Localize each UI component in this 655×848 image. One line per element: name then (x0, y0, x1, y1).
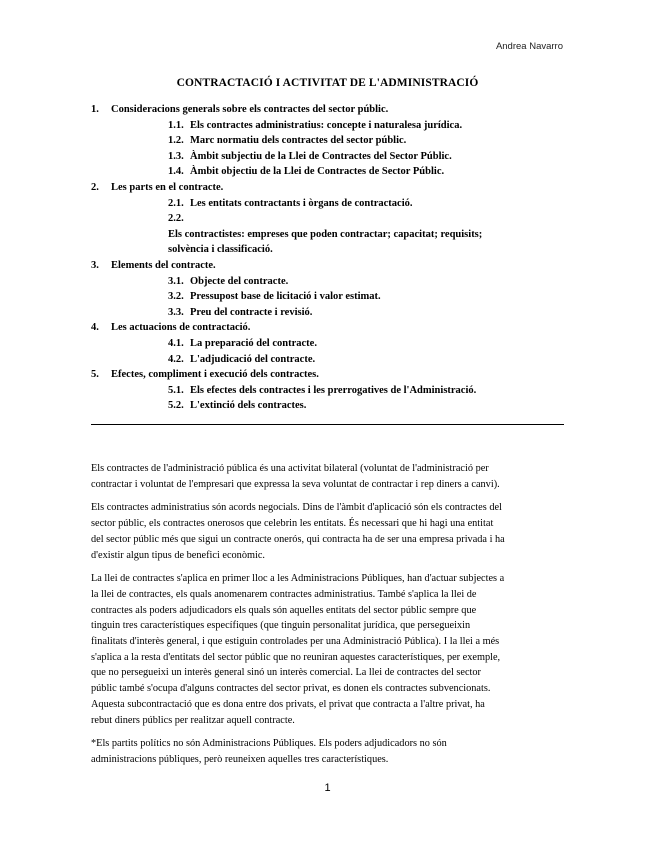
text-line: contractar i voluntat de l'empresari que expressa la seva voluntat de contractar i rep diners a canvi). (91, 478, 500, 490)
toc-text: Àmbit subjectiu de la Llei de Contractes del Sector Públic. (190, 150, 452, 162)
toc-text: Consideracions generals sobre els contractes del sector públic. (111, 104, 389, 115)
text-line: s'aplica a la resta d'entitats del sector públic que no reuniran aquestes característiques, per exemple, (91, 651, 501, 663)
toc-text: L'extinció dels contractes. (190, 400, 307, 412)
toc-text: L'adjudicació del contracte. (190, 353, 316, 365)
text-line: públic també s'ocupa d'alguns contractes del sector privat, es donen els contractes subvencionats. (91, 683, 491, 695)
text-line: Aquesta subcontractació que es dona entre dos privats, el privat que contracta a l'altre privat, ha (91, 698, 485, 710)
toc-text: Preu del contracte i revisió. (190, 306, 313, 318)
toc-number: 5.1. (168, 384, 184, 396)
text-line: contractes als poders adjudicadors els quals són aquelles entitats del sector públic sempre que (91, 604, 477, 616)
toc-number: 5. (91, 369, 99, 381)
toc-item-5 (91, 367, 571, 383)
toc-text: Objecte del contracte. (190, 275, 289, 287)
toc-text: Efectes, compliment i execució dels contractes. (111, 369, 319, 381)
toc-number: 5.2. (168, 400, 184, 412)
toc-item-2-1 (91, 196, 571, 212)
toc-number: 3.2. (168, 291, 184, 303)
text-line: administracions públiques, però reuneixen aquelles tres característiques. (91, 753, 389, 765)
body-text (91, 461, 567, 776)
document-title: CONTRACTACIÓ I ACTIVITAT DE L'ADMINISTRACIÓ (176, 77, 479, 89)
section-divider (91, 424, 564, 425)
toc-text: Elements del contracte. (111, 259, 216, 271)
toc-item-2 (91, 180, 571, 196)
toc-text: Les entitats contractants i òrgans de contractació. (190, 197, 413, 209)
toc-number: 1. (91, 104, 99, 115)
toc-item-1-1 (91, 118, 571, 134)
toc-text: Les actuacions de contractació. (111, 322, 251, 334)
toc-item-5-2 (91, 398, 571, 414)
toc-item-1-3 (91, 149, 571, 165)
paragraph-4-note (91, 736, 567, 767)
toc-item-2-2 (91, 211, 571, 258)
toc-number: 2.2. (168, 213, 184, 225)
toc-item-4 (91, 320, 571, 336)
toc-number: 4.1. (168, 337, 184, 349)
text-line: Els contractes administratius són acords negocials. Dins de l'àmbit d'aplicació són els contractes del (91, 502, 502, 514)
toc-item-3-3 (91, 305, 571, 321)
text-line: d'existir algun tipus de benefici econòmic. (91, 549, 265, 561)
page-number: 1 (324, 782, 331, 794)
paragraph-2 (91, 500, 567, 563)
text-line: tinguin tres característiques específiques (que tinguin personalitat jurídica, que persegueixin (91, 620, 471, 632)
toc-number: 1.3. (168, 150, 184, 162)
text-line: que no persegueixi un interès general sinó un interès comercial. La llei de contractes del sector (91, 667, 481, 679)
toc-number: 3.1. (168, 275, 184, 287)
paragraph-3 (91, 571, 567, 728)
toc-text: La preparació del contracte. (190, 337, 317, 349)
toc-number: 3. (91, 259, 99, 271)
toc-number: 1.4. (168, 166, 184, 178)
text-line: finalitats d'interès general, i que estiguin controlades per una Administració Pública). I la llei a més (91, 636, 500, 648)
text-line: del sector públic més que sigui un contracte onerós, qui contracta ha de ser una empresa privada i ha (91, 533, 505, 545)
header-author: Andrea Navarro (495, 41, 563, 52)
table-of-contents (91, 102, 571, 414)
toc-number: 4.2. (168, 353, 184, 365)
toc-item-4-2 (91, 352, 571, 368)
text-line: rebut diners públics per realitzar aquell contracte. (91, 714, 295, 726)
toc-text: Les parts en el contracte. (111, 181, 224, 193)
toc-item-3-2 (91, 289, 571, 305)
toc-number: 2. (91, 181, 99, 193)
toc-item-1 (91, 102, 571, 118)
toc-text: Marc normatiu dels contractes del sector públic. (190, 135, 407, 147)
toc-item-3-1 (91, 274, 571, 290)
toc-item-4-1 (91, 336, 571, 352)
toc-text: Els contractes administratius: concepte i naturalesa jurídica. (190, 119, 463, 131)
text-line: La llei de contractes s'aplica en primer lloc a les Administracions Públiques, han d'actuar subjectes a (91, 573, 505, 585)
text-line: Els contractes de l'administració pública és una activitat bilateral (voluntat de l'administració per (91, 463, 489, 474)
text-line: la llei de contractes, els quals anomenarem contractes administratius. També s'aplica la llei de (91, 588, 477, 600)
toc-text: Els efectes dels contractes i les prerrogatives de l'Administració. (190, 384, 477, 396)
text-line: sector públic, els contractes onerosos que celebrin les entitats. És necessari que hi hagi una entitat (91, 518, 494, 530)
toc-text: Els contractistes: empreses que poden contractar; capacitat; requisits; (168, 228, 483, 240)
toc-number: 3.3. (168, 306, 184, 318)
toc-number: 2.1. (168, 197, 184, 209)
text-line: *Els partits polítics no són Administracions Públiques. Els poders adjudicadors no són (91, 738, 447, 750)
toc-number: 1.2. (168, 135, 184, 147)
toc-number: 4. (91, 322, 99, 334)
toc-item-1-4 (91, 164, 571, 180)
toc-item-3 (91, 258, 571, 274)
toc-number: 1.1. (168, 119, 184, 131)
toc-text: Pressupost base de licitació i valor estimat. (190, 291, 381, 303)
toc-item-5-1 (91, 383, 571, 399)
toc-text: Àmbit objectiu de la Llei de Contractes de Sector Públic. (190, 166, 445, 178)
toc-item-1-2 (91, 133, 571, 149)
toc-text-continued: solvència i classificació. (168, 244, 273, 256)
paragraph-1 (91, 461, 567, 492)
